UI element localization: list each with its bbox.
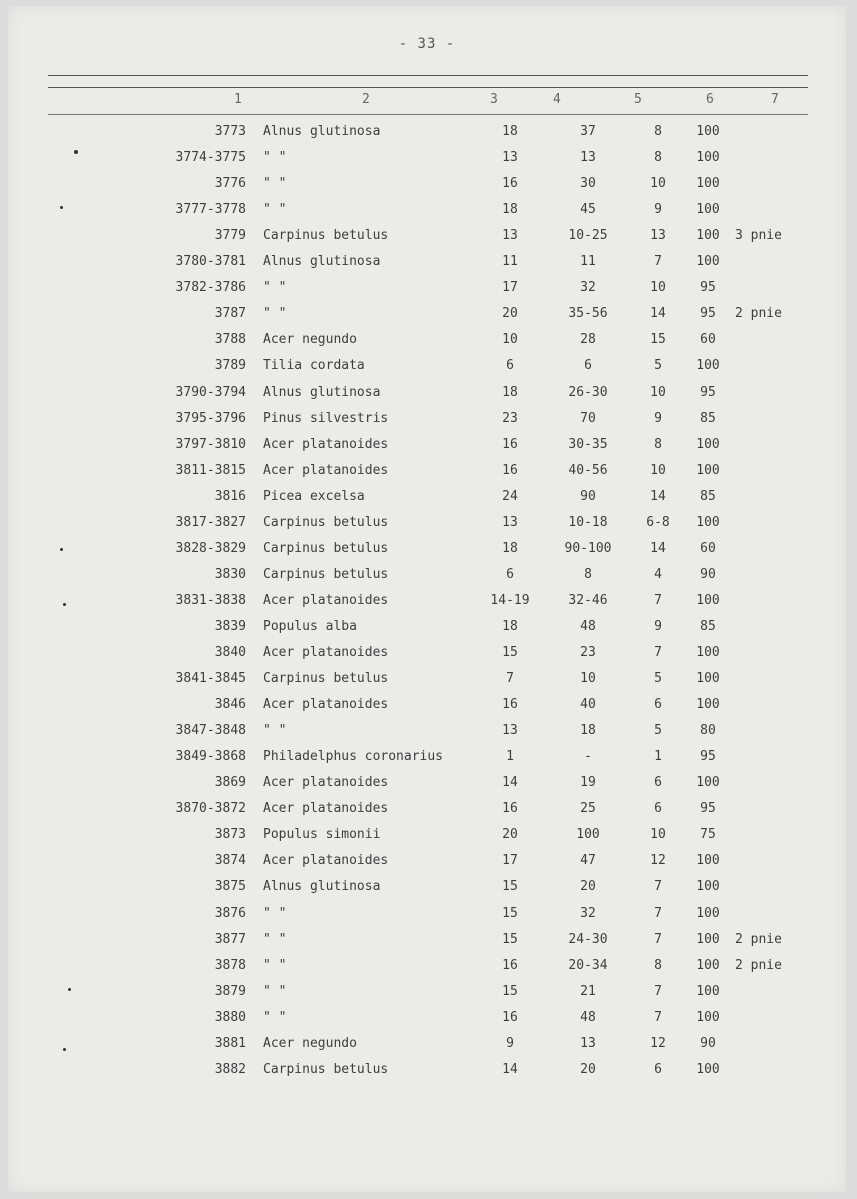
diameter-value: 13 <box>580 1035 596 1051</box>
condition-value: 95 <box>700 749 716 765</box>
diameter-value: 20-34 <box>568 957 608 973</box>
crown-value: 9 <box>654 618 662 634</box>
diameter-value: 21 <box>580 983 596 999</box>
condition-value: 80 <box>700 723 716 739</box>
height-value: 23 <box>502 410 518 426</box>
condition-value: 100 <box>696 592 720 608</box>
height-value: 9 <box>506 1035 514 1051</box>
diameter-value: 48 <box>580 1009 596 1025</box>
diameter-value: 40-56 <box>568 462 608 478</box>
condition-value: 100 <box>696 1061 720 1077</box>
crown-value: 7 <box>654 1009 662 1025</box>
condition-value: 100 <box>696 228 720 244</box>
table-row <box>8 120 846 144</box>
document-page <box>8 6 846 1192</box>
table-row <box>8 250 846 274</box>
condition-value: 100 <box>696 254 720 270</box>
inventory-number: 3869 <box>214 775 246 791</box>
column-header-2: 2 <box>362 92 370 107</box>
crown-value: 5 <box>654 723 662 739</box>
condition-value: 100 <box>696 879 720 895</box>
condition-value: 85 <box>700 488 716 504</box>
species-name: Acer platanoides <box>263 462 389 478</box>
height-value: 18 <box>502 384 518 400</box>
crown-value: 6 <box>654 697 662 713</box>
species-name: Acer platanoides <box>263 645 389 660</box>
height-value: 20 <box>502 306 518 322</box>
height-value: 1 <box>506 749 514 765</box>
crown-value: 9 <box>654 410 662 426</box>
page-number: - 33 - <box>398 36 456 52</box>
species-name: " " <box>263 176 287 192</box>
height-value: 16 <box>502 1009 518 1025</box>
crown-value: 4 <box>654 566 662 582</box>
species-name: Populus alba <box>263 618 357 634</box>
height-value: 15 <box>502 645 518 660</box>
condition-value: 100 <box>696 931 720 947</box>
condition-value: 75 <box>700 827 716 843</box>
crown-value: 8 <box>654 957 662 973</box>
crown-value: 15 <box>650 332 666 348</box>
species-name: Philadelphus coronarius <box>263 749 444 765</box>
condition-value: 100 <box>696 202 720 218</box>
crown-value: 8 <box>654 436 662 452</box>
crown-value: 10 <box>650 827 666 843</box>
crown-value: 7 <box>654 931 662 947</box>
crown-value: 12 <box>650 1035 666 1051</box>
species-name: " " <box>263 306 287 322</box>
inventory-number: 3849-3868 <box>175 749 246 765</box>
table-row <box>8 354 846 378</box>
condition-value: 100 <box>696 645 720 660</box>
diameter-value: 48 <box>580 618 596 634</box>
diameter-value: 37 <box>580 124 596 139</box>
condition-value: 85 <box>700 410 716 426</box>
height-value: 14 <box>502 775 518 791</box>
inventory-number: 3779 <box>214 228 246 244</box>
inventory-number: 3878 <box>214 957 246 973</box>
diameter-value: 32 <box>580 280 596 296</box>
condition-value: 100 <box>696 150 720 166</box>
table-row <box>8 875 846 899</box>
table-row <box>8 563 846 587</box>
column-header-4: 4 <box>553 92 561 107</box>
table-row <box>8 771 846 795</box>
height-value: 15 <box>502 983 518 999</box>
height-value: 13 <box>502 723 518 739</box>
species-name: Acer negundo <box>263 1035 357 1051</box>
crown-value: 10 <box>650 384 666 400</box>
height-value: 10 <box>502 332 518 348</box>
height-value: 7 <box>506 671 514 687</box>
column-header-6: 6 <box>706 92 714 107</box>
paper-speck <box>60 206 63 209</box>
crown-value: 7 <box>654 879 662 895</box>
condition-value: 90 <box>700 1035 716 1051</box>
inventory-number: 3795-3796 <box>175 410 246 426</box>
condition-value: 95 <box>700 280 716 296</box>
diameter-value: 23 <box>580 645 596 660</box>
species-name: Alnus glutinosa <box>263 879 381 895</box>
inventory-number: 3841-3845 <box>175 671 246 687</box>
diameter-value: 13 <box>580 150 596 166</box>
diameter-value: 20 <box>580 879 596 895</box>
species-name: " " <box>263 723 287 739</box>
diameter-value: 40 <box>580 697 596 713</box>
diameter-value: 32 <box>580 905 596 921</box>
diameter-value: 90-100 <box>564 540 612 556</box>
diameter-value: 70 <box>580 410 596 426</box>
table-row <box>8 146 846 170</box>
height-value: 6 <box>506 566 514 582</box>
diameter-value: 10 <box>580 671 596 687</box>
diameter-value: 32-46 <box>568 592 608 608</box>
crown-value: 7 <box>654 983 662 999</box>
crown-value: 7 <box>654 254 662 270</box>
height-value: 11 <box>502 254 518 270</box>
height-value: 16 <box>502 801 518 817</box>
table-row <box>8 224 846 248</box>
height-value: 13 <box>502 228 518 244</box>
species-name: " " <box>263 1009 287 1025</box>
table-row <box>8 693 846 717</box>
paper-speck <box>68 988 71 991</box>
species-name: " " <box>263 202 287 218</box>
table-row <box>8 641 846 665</box>
crown-value: 8 <box>654 124 662 139</box>
diameter-value: - <box>584 749 592 765</box>
inventory-number: 3788 <box>214 332 246 348</box>
crown-value: 5 <box>654 358 662 374</box>
condition-value: 100 <box>696 176 720 192</box>
table-row <box>8 980 846 1004</box>
condition-value: 100 <box>696 124 720 139</box>
inventory-number: 3787 <box>214 306 246 322</box>
condition-value: 100 <box>696 775 720 791</box>
inventory-number: 3882 <box>214 1061 246 1077</box>
table-row <box>8 328 846 352</box>
condition-value: 60 <box>700 332 716 348</box>
table-row <box>8 849 846 873</box>
diameter-value: 18 <box>580 723 596 739</box>
species-name: Picea excelsa <box>263 488 365 504</box>
table-row <box>8 615 846 639</box>
inventory-number: 3774-3775 <box>175 150 246 166</box>
crown-value: 6 <box>654 1061 662 1077</box>
table-row <box>8 823 846 847</box>
column-header-3: 3 <box>490 92 498 107</box>
table-row <box>8 1032 846 1056</box>
inventory-number: 3789 <box>214 358 246 374</box>
species-name: Carpinus betulus <box>263 1061 389 1077</box>
inventory-number: 3830 <box>214 566 246 582</box>
table-row <box>8 172 846 196</box>
species-name: Carpinus betulus <box>263 228 389 244</box>
species-name: " " <box>263 280 287 296</box>
crown-value: 5 <box>654 671 662 687</box>
height-value: 20 <box>502 827 518 843</box>
height-value: 16 <box>502 176 518 192</box>
condition-value: 95 <box>700 306 716 322</box>
crown-value: 7 <box>654 592 662 608</box>
crown-value: 10 <box>650 176 666 192</box>
crown-value: 6 <box>654 775 662 791</box>
species-name: Populus simonii <box>263 827 381 843</box>
inventory-number: 3873 <box>214 827 246 843</box>
species-name: Alnus glutinosa <box>263 254 381 270</box>
inventory-number: 3879 <box>214 983 246 999</box>
height-value: 17 <box>502 280 518 296</box>
table-row <box>8 407 846 431</box>
height-value: 14-19 <box>490 592 530 608</box>
crown-value: 8 <box>654 150 662 166</box>
condition-value: 100 <box>696 697 720 713</box>
diameter-value: 8 <box>584 566 592 582</box>
table-row <box>8 537 846 561</box>
diameter-value: 45 <box>580 202 596 218</box>
height-value: 6 <box>506 358 514 374</box>
table-row <box>8 797 846 821</box>
species-name: Carpinus betulus <box>263 514 389 530</box>
condition-value: 100 <box>696 905 720 921</box>
condition-value: 100 <box>696 957 720 973</box>
inventory-number: 3874 <box>214 853 246 869</box>
height-value: 15 <box>502 879 518 895</box>
species-name: Acer negundo <box>263 332 357 348</box>
condition-value: 100 <box>696 1009 720 1025</box>
paper-speck <box>74 150 78 154</box>
height-value: 15 <box>502 905 518 921</box>
table-row <box>8 302 846 326</box>
inventory-number: 3880 <box>214 1009 246 1025</box>
diameter-value: 11 <box>580 254 596 270</box>
header-rule-top <box>48 75 808 76</box>
table-row <box>8 433 846 457</box>
species-name: Carpinus betulus <box>263 540 389 556</box>
species-name: Acer platanoides <box>263 775 389 791</box>
height-value: 16 <box>502 462 518 478</box>
inventory-number: 3797-3810 <box>175 436 246 452</box>
inventory-number: 3875 <box>214 879 246 895</box>
height-value: 13 <box>502 150 518 166</box>
species-name: " " <box>263 957 287 973</box>
height-value: 18 <box>502 618 518 634</box>
diameter-value: 90 <box>580 488 596 504</box>
crown-value: 9 <box>654 202 662 218</box>
inventory-number: 3881 <box>214 1035 246 1051</box>
diameter-value: 25 <box>580 801 596 817</box>
species-name: Acer platanoides <box>263 436 389 452</box>
species-name: " " <box>263 931 287 947</box>
species-name: Tilia cordata <box>263 358 365 374</box>
inventory-number: 3876 <box>214 905 246 921</box>
condition-value: 100 <box>696 514 720 530</box>
species-name: " " <box>263 905 287 921</box>
height-value: 14 <box>502 1061 518 1077</box>
condition-value: 90 <box>700 566 716 582</box>
inventory-number: 3847-3848 <box>175 723 246 739</box>
height-value: 18 <box>502 540 518 556</box>
table-row <box>8 719 846 743</box>
note-value: 2 pnie <box>735 957 782 973</box>
table-row <box>8 485 846 509</box>
condition-value: 100 <box>696 853 720 869</box>
crown-value: 12 <box>650 853 666 869</box>
note-value: 2 pnie <box>735 306 782 322</box>
height-value: 17 <box>502 853 518 869</box>
height-value: 15 <box>502 931 518 947</box>
species-name: Acer platanoides <box>263 853 389 869</box>
species-name: Alnus glutinosa <box>263 124 381 139</box>
inventory-number: 3780-3781 <box>175 254 246 270</box>
table-row <box>8 589 846 613</box>
diameter-value: 30 <box>580 176 596 192</box>
condition-value: 95 <box>700 801 716 817</box>
paper-speck <box>63 603 66 606</box>
species-name: Pinus silvestris <box>263 410 389 426</box>
table-row <box>8 745 846 769</box>
diameter-value: 10-18 <box>568 514 608 530</box>
condition-value: 95 <box>700 384 716 400</box>
diameter-value: 100 <box>576 827 600 843</box>
inventory-number: 3817-3827 <box>175 514 246 530</box>
condition-value: 100 <box>696 983 720 999</box>
inventory-number: 3840 <box>214 645 246 660</box>
height-value: 16 <box>502 957 518 973</box>
inventory-number: 3870-3872 <box>175 801 246 817</box>
height-value: 13 <box>502 514 518 530</box>
table-row <box>8 667 846 691</box>
paper-speck <box>60 548 63 551</box>
header-rule-bottom <box>48 114 808 115</box>
condition-value: 100 <box>696 436 720 452</box>
inventory-number: 3782-3786 <box>175 280 246 296</box>
inventory-number: 3846 <box>214 697 246 713</box>
inventory-number: 3811-3815 <box>175 462 246 478</box>
crown-value: 6-8 <box>646 514 670 530</box>
diameter-value: 6 <box>584 358 592 374</box>
height-value: 18 <box>502 202 518 218</box>
crown-value: 14 <box>650 306 666 322</box>
diameter-value: 19 <box>580 775 596 791</box>
table-row <box>8 928 846 952</box>
crown-value: 14 <box>650 540 666 556</box>
header-rule-middle <box>48 87 808 88</box>
condition-value: 100 <box>696 671 720 687</box>
inventory-number: 3839 <box>214 618 246 634</box>
inventory-number: 3877 <box>214 931 246 947</box>
paper-speck <box>63 1048 66 1051</box>
species-name: " " <box>263 150 287 166</box>
inventory-number: 3790-3794 <box>175 384 246 400</box>
crown-value: 1 <box>654 749 662 765</box>
diameter-value: 20 <box>580 1061 596 1077</box>
species-name: Alnus glutinosa <box>263 384 381 400</box>
species-name: Acer platanoides <box>263 697 389 713</box>
condition-value: 85 <box>700 618 716 634</box>
table-row <box>8 381 846 405</box>
condition-value: 100 <box>696 462 720 478</box>
table-row <box>8 511 846 535</box>
table-row <box>8 1058 846 1082</box>
crown-value: 7 <box>654 645 662 660</box>
species-name: Acer platanoides <box>263 801 389 817</box>
crown-value: 6 <box>654 801 662 817</box>
diameter-value: 30-35 <box>568 436 608 452</box>
diameter-value: 47 <box>580 853 596 869</box>
inventory-number: 3828-3829 <box>175 540 246 556</box>
column-header-5: 5 <box>634 92 642 107</box>
species-name: " " <box>263 983 287 999</box>
height-value: 16 <box>502 436 518 452</box>
table-row <box>8 954 846 978</box>
table-row <box>8 902 846 926</box>
inventory-number: 3773 <box>214 124 246 139</box>
diameter-value: 10-25 <box>568 228 608 244</box>
diameter-value: 26-30 <box>568 384 608 400</box>
crown-value: 10 <box>650 280 666 296</box>
crown-value: 13 <box>650 228 666 244</box>
condition-value: 100 <box>696 358 720 374</box>
inventory-number: 3816 <box>214 488 246 504</box>
inventory-number: 3831-3838 <box>175 592 246 608</box>
diameter-value: 24-30 <box>568 931 608 947</box>
condition-value: 60 <box>700 540 716 556</box>
crown-value: 10 <box>650 462 666 478</box>
column-header-7: 7 <box>771 92 779 107</box>
species-name: Carpinus betulus <box>263 566 389 582</box>
note-value: 3 pnie <box>735 228 782 244</box>
diameter-value: 28 <box>580 332 596 348</box>
table-row <box>8 276 846 300</box>
table-row <box>8 198 846 222</box>
table-row <box>8 1006 846 1030</box>
inventory-number: 3776 <box>214 176 246 192</box>
inventory-number: 3777-3778 <box>175 202 246 218</box>
height-value: 16 <box>502 697 518 713</box>
height-value: 24 <box>502 488 518 504</box>
crown-value: 14 <box>650 488 666 504</box>
crown-value: 7 <box>654 905 662 921</box>
diameter-value: 35-56 <box>568 306 608 322</box>
table-row <box>8 459 846 483</box>
height-value: 18 <box>502 124 518 139</box>
note-value: 2 pnie <box>735 931 782 947</box>
species-name: Acer platanoides <box>263 592 389 608</box>
species-name: Carpinus betulus <box>263 671 389 687</box>
column-header-1: 1 <box>234 92 242 107</box>
